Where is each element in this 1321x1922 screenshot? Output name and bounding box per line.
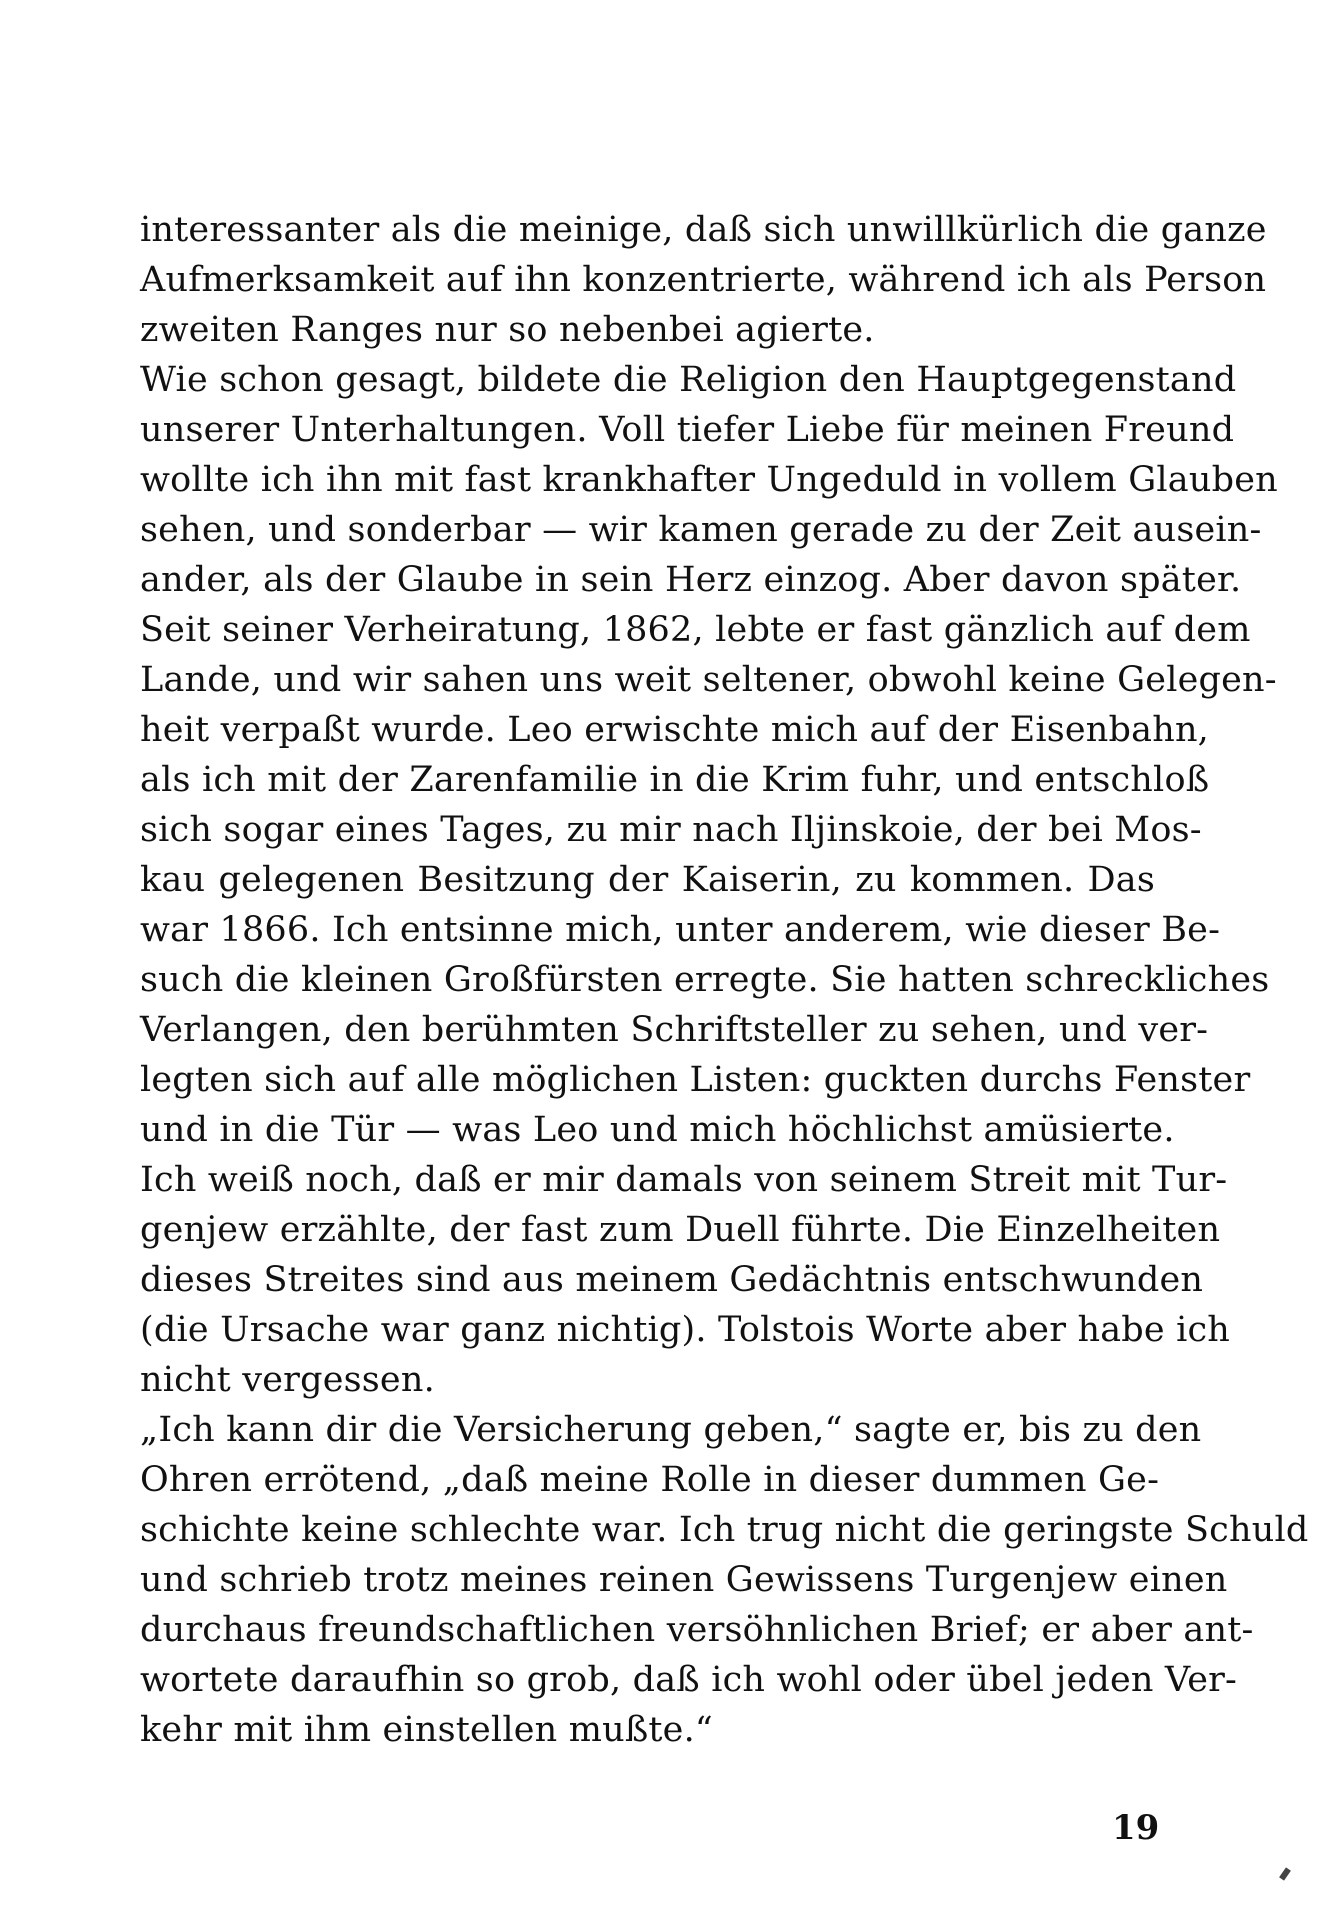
text-line: wollte ich ihn mit fast krankhafter Ungeduld in vollem Glauben [140, 460, 1278, 500]
text-line: genjew erzählte, der fast zum Duell führte. Die Einzelheiten [140, 1210, 1221, 1250]
text-line: interessanter als die meinige, daß sich unwillkürlich die ganze [140, 210, 1267, 250]
text-line: heit verpaßt wurde. Leo erwischte mich auf der Eisenbahn, [140, 710, 1210, 750]
text-line: Aufmerksamkeit auf ihn konzentrierte, während ich als Person [140, 260, 1267, 300]
scan-speck [1279, 1867, 1291, 1880]
text-line: war 1866. Ich entsinne mich, unter anderem, wie dieser Be- [140, 910, 1221, 950]
text-line: kehr mit ihm einstellen mußte.“ [140, 1710, 714, 1750]
text-line: durchaus freundschaftlichen versöhnlichen Brief; er aber ant- [140, 1610, 1254, 1650]
text-line: such die kleinen Großfürsten erregte. Sie hatten schreckliches [140, 960, 1270, 1000]
text-line: nicht vergessen. [140, 1360, 435, 1400]
text-line: (die Ursache war ganz nichtig). Tolstois Worte aber habe ich [140, 1310, 1231, 1350]
text-line: zweiten Ranges nur so nebenbei agierte. [140, 310, 875, 350]
page-number: 19 [1112, 1808, 1160, 1848]
text-line: legten sich auf alle möglichen Listen: guckten durchs Fenster [140, 1060, 1251, 1100]
text-line: wortete daraufhin so grob, daß ich wohl oder übel jeden Ver- [140, 1660, 1238, 1700]
text-line: und in die Tür — was Leo und mich höchlichst amüsierte. [140, 1110, 1175, 1150]
text-line: „Ich kann dir die Versicherung geben,“ sagte er, bis zu den [140, 1410, 1202, 1450]
text-line: Lande, und wir sahen uns weit seltener, obwohl keine Gelegen- [140, 660, 1277, 700]
text-line: unserer Unterhaltungen. Voll tiefer Liebe für meinen Freund [140, 410, 1235, 450]
text-line: schichte keine schlechte war. Ich trug nicht die geringste Schuld [140, 1510, 1309, 1550]
text-line: Seit seiner Verheiratung, 1862, lebte er fast gänzlich auf dem [140, 610, 1251, 650]
text-line: Ich weiß noch, daß er mir damals von seinem Streit mit Tur- [140, 1160, 1228, 1200]
text-line: und schrieb trotz meines reinen Gewissens Turgenjew einen [140, 1560, 1228, 1600]
body-text [140, 205, 1309, 1755]
text-line: kau gelegenen Besitzung der Kaiserin, zu kommen. Das [140, 860, 1155, 900]
text-line: als ich mit der Zarenfamilie in die Krim fuhr, und entschloß [140, 760, 1210, 800]
text-line: ander, als der Glaube in sein Herz einzog. Aber davon später. [140, 560, 1242, 600]
text-line: sich sogar eines Tages, zu mir nach Iljinskoie, der bei Mos- [140, 810, 1202, 850]
text-line: sehen, und sonderbar — wir kamen gerade zu der Zeit ausein- [140, 510, 1262, 550]
text-line: Verlangen, den berühmten Schriftsteller zu sehen, und ver- [140, 1010, 1209, 1050]
text-line: Ohren errötend, „daß meine Rolle in dieser dummen Ge- [140, 1460, 1160, 1500]
text-line: dieses Streites sind aus meinem Gedächtnis entschwunden [140, 1260, 1204, 1300]
text-line: Wie schon gesagt, bildete die Religion den Hauptgegenstand [140, 360, 1237, 400]
